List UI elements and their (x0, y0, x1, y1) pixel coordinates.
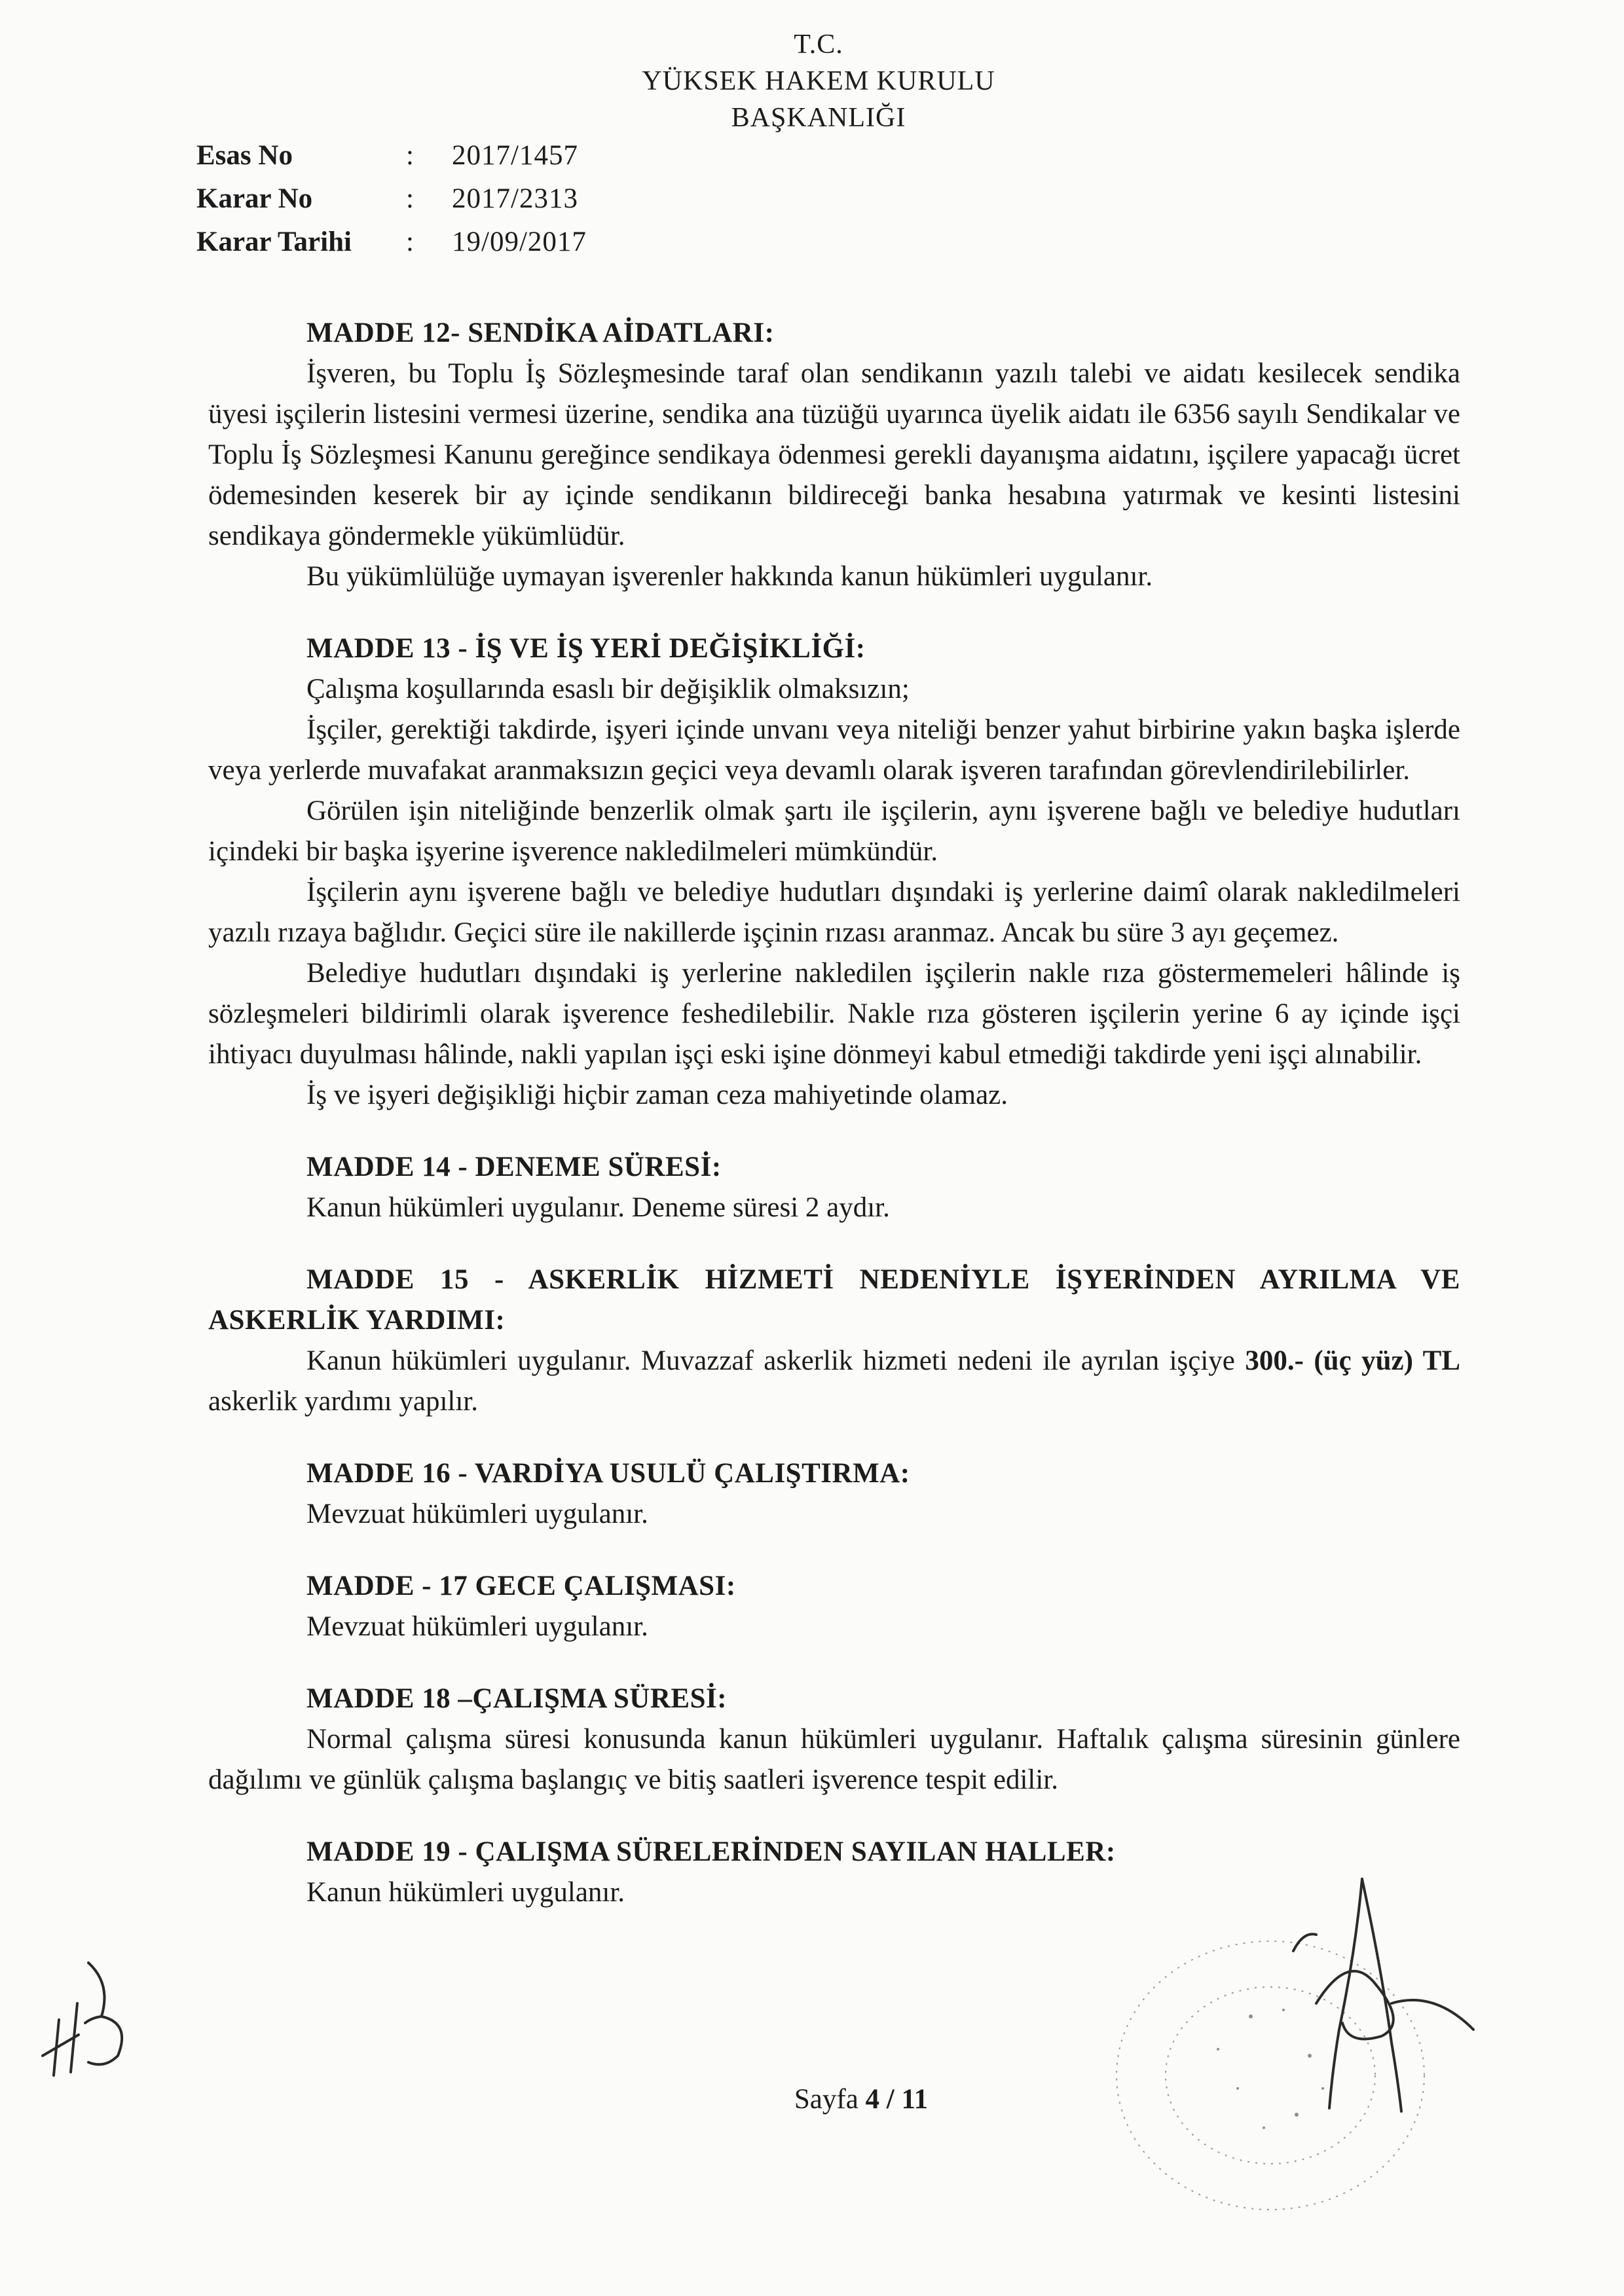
article-title: MADDE 19 - ÇALIŞMA SÜRELERİNDEN SAYILAN HALLER: (306, 1836, 1116, 1867)
meta-sep: : (406, 227, 414, 257)
meta-value: 2017/2313 (452, 183, 578, 214)
meta-row-tarih (196, 221, 587, 264)
article-paragraph: Kanun hükümleri uygulanır. (306, 1877, 625, 1908)
article-paragraph: İşveren, bu Toplu İş Sözleşmesinde taraf olan sendikanın yazılı talebi ve aidatı kesilecek sendika üyesi işçilerin listesini vermesi üzerine, sendika ana tüzüğü uyarınca üyelik aidatı ile 6356 sayılı Sendikalar ve Toplu İş Sözleşmesi Kanunu gereğince sendikaya ödenmesi gerekli dayanışma aidatını, işçilere yapacağı ücret ödemesinden keserek bir ay içinde sendikanın bildireceği banka hesabına yatırmak ve kesinti listesini sendikaya göndermekle yükümlüdür. (208, 358, 1460, 551)
paragraph-text: askerlik yardımı yapılır. (208, 1386, 478, 1417)
header-institution: YÜKSEK HAKEM KURULU (642, 66, 995, 96)
article-title: MADDE 13 - İŞ VE İŞ YERİ DEĞİŞİKLİĞİ: (306, 633, 866, 664)
article-paragraph: İş ve işyeri değişikliği hiçbir zaman ceza mahiyetinde olamaz. (306, 1080, 1008, 1110)
meta-sep: : (406, 140, 414, 171)
case-metadata (196, 134, 587, 264)
article-19 (208, 1832, 1460, 1913)
document-body (208, 313, 1460, 1944)
handwritten-signature (1277, 1872, 1493, 2115)
article-15 (208, 1260, 1460, 1422)
article-title: MADDE - 17 GECE ÇALIŞMASI: (306, 1571, 736, 1601)
header-tc: T.C. (794, 29, 843, 60)
article-18 (208, 1679, 1460, 1800)
handwritten-initials (39, 1958, 151, 2082)
meta-value: 19/09/2017 (452, 227, 587, 257)
article-17 (208, 1566, 1460, 1647)
article-title: MADDE 15 - ASKERLİK HİZMETİ NEDENİYLE İŞYERİNDEN AYRILMA VE ASKERLİK YARDIMI: (208, 1264, 1460, 1336)
page-label: Sayfa (794, 2084, 866, 2115)
article-paragraph: İşçilerin aynı işverene bağlı ve belediye hudutları dışındaki iş yerlerine daimî olarak nakledilmeleri yazılı rızaya bağlıdır. Geçici süre ile nakillerde işçinin rızası aranmaz. Ancak bu süre 3 ayı geçemez. (208, 877, 1460, 948)
article-12 (208, 313, 1460, 597)
paragraph-text: Kanun hükümleri uygulanır. Muvazzaf askerlik hizmeti nedeni ile ayrılan işçiye (306, 1345, 1246, 1376)
article-paragraph: Kanun hükümleri uygulanır. Deneme süresi 2 aydır. (306, 1192, 890, 1223)
article-paragraph: Çalışma koşullarında esaslı bir değişiklik olmaksızın; (306, 674, 910, 704)
meta-label: Karar No (196, 183, 313, 214)
article-paragraph: Bu yükümlülüğe uymayan işverenler hakkında kanun hükümleri uygulanır. (306, 561, 1153, 592)
article-paragraph: Mevzuat hükümleri uygulanır. (306, 1611, 648, 1642)
article-paragraph: İşçiler, gerektiği takdirde, işyeri içinde unvanı veya niteliği benzer yahut birbirine yakın başka işlerde veya yerlerde muvafakat aranmaksızın geçici veya devamlı olarak işveren tarafından görevlendirilebilirler. (208, 714, 1460, 786)
article-paragraph: Normal çalışma süresi konusunda kanun hükümleri uygulanır. Haftalık çalışma süresinin günlere dağılımı ve günlük çalışma başlangıç ve bitiş saatleri işverence tespit edilir. (208, 1724, 1460, 1795)
header-office: BAŞKANLIĞI (731, 103, 906, 133)
article-paragraph: Görülen işin niteliğinde benzerlik olmak şartı ile işçilerin, aynı işverene bağlı ve belediye hudutları içindeki bir başka işyerine işverence nakledilmeleri mümkündür. (208, 795, 1460, 867)
article-paragraph (208, 1341, 1460, 1422)
military-aid-amount: 300.- (üç yüz) TL (1245, 1345, 1460, 1376)
article-paragraph: Mevzuat hükümleri uygulanır. (306, 1499, 648, 1529)
article-14 (208, 1147, 1460, 1228)
article-title: MADDE 18 –ÇALIŞMA SÜRESİ: (306, 1683, 728, 1714)
meta-label: Esas No (196, 140, 293, 171)
meta-row-esas (196, 134, 587, 177)
meta-sep: : (406, 183, 414, 214)
article-title: MADDE 16 - VARDİYA USULÜ ÇALIŞTIRMA: (306, 1458, 910, 1489)
meta-value: 2017/1457 (452, 140, 578, 171)
document-header (609, 26, 1028, 136)
article-13 (208, 629, 1460, 1116)
meta-label: Karar Tarihi (196, 227, 352, 257)
page-number: 4 / 11 (865, 2084, 929, 2115)
article-title: MADDE 14 - DENEME SÜRESİ: (306, 1152, 722, 1182)
meta-row-karar (196, 177, 587, 221)
article-title: MADDE 12- SENDİKA AİDATLARI: (306, 318, 775, 348)
article-paragraph: Belediye hudutları dışındaki iş yerlerine nakledilen işçilerin nakle rıza göstermemeleri hâlinde iş sözleşmeleri bildirimli olarak işverence feshedilebilir. Nakle rıza gösteren işçilerin yerine 6 ay içinde işçi ihtiyacı duyulması hâlinde, nakli yapılan işçi eski işine dönmeyi kabul etmediği takdirde yeni işçi alınabilir. (208, 958, 1460, 1070)
article-16 (208, 1453, 1460, 1535)
